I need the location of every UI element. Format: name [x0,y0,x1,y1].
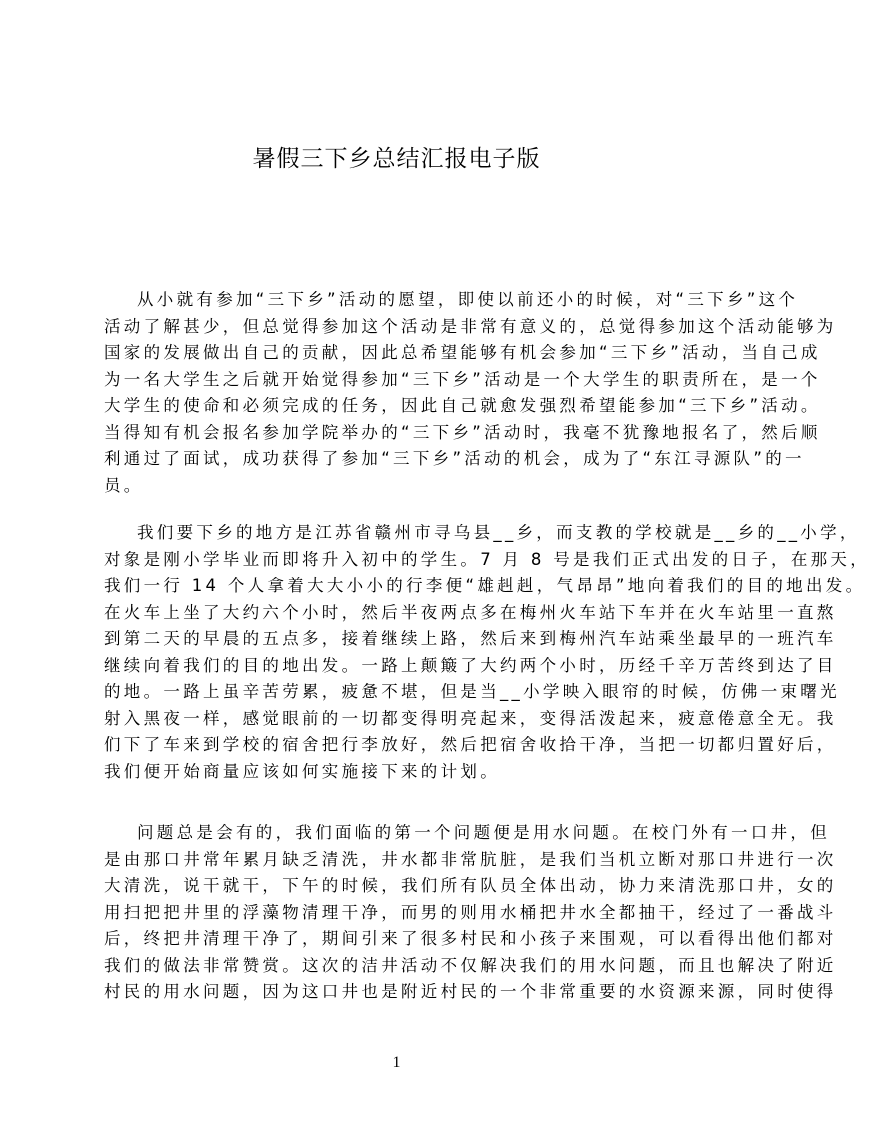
text-line: 当得知有机会报名参加学院举办的“三下乡”活动时，我毫不犹豫地报名了，然后顺 [104,422,821,442]
text-line: 活动了解甚少，但总觉得参加这个活动是非常有意义的，总觉得参加这个活动能够为 [104,316,837,336]
paragraph-1 [104,287,837,499]
page-number: 1 [392,1054,401,1071]
text-line: 继续向着我们的目的地出发。一路上颠簸了大约两个小时，历经千辛万苦终到达了目 [104,655,837,675]
text-line: 的地。一路上虽辛苦劳累，疲惫不堪，但是当__小学映入眼帘的时候，仿佛一束曙光 [104,682,840,701]
text-line: 用扫把把井里的浮藻物清理干净，而男的则用水桶把井水全都抽干，经过了一番战斗 [104,902,837,922]
text-line: 员。 [104,475,144,495]
document-title: 暑假三下乡总结汇报电子版 [252,146,541,172]
text-line: 为一名大学生之后就开始觉得参加“三下乡”活动是一个大学生的职责所在，是一个 [104,369,821,389]
text-line: 村民的用水问题，因为这口井也是附近村民的一个非常重要的水资源来源，同时使得 [104,982,837,1001]
text-line: 国家的发展做出自己的贡献，因此总希望能够有机会参加“三下乡”活动，当自己成 [104,343,821,362]
text-line: 我们一行 14 个人拿着大大小小的行李便“雄赳赳，气昂昂”地向着我们的目的地出发。 [104,576,866,595]
paragraph-3 [104,820,837,1006]
text-line: 在火车上坐了大约六个小时，然后半夜两点多在梅州火车站下车并在火车站里一直熬 [104,602,837,622]
text-line: 问题总是会有的，我们面临的第一个问题便是用水问题。在校门外有一口井，但 [137,823,830,842]
text-line: 是由那口井常年累月缺乏清洗，井水都非常肮脏，是我们当机立断对那口井进行一次 [104,849,837,869]
text-line: 大学生的使命和必须完成的任务，因此自己就愈发强烈希望能参加“三下乡”活动。 [104,396,821,415]
text-line: 我们便开始商量应该如何实施接下来的计划。 [104,761,500,781]
text-line: 后，终把井清理干净了，期间引来了很多村民和小孩子来围观，可以看得出他们都对 [104,929,837,948]
text-line: 我们的做法非常赞赏。这次的洁井活动不仅解决我们的用水问题，而且也解决了附近 [104,955,837,975]
text-line: 我们要下乡的地方是江苏省赣州市寻乌县__乡，而支教的学校就是__乡的__小学， [137,523,860,542]
text-line: 利通过了面试，成功获得了参加“三下乡”活动的机会，成为了“东江寻源队”的一 [104,449,805,468]
text-line: 从小就有参加“三下乡”活动的愿望，即使以前还小的时候，对“三下乡”这个 [137,290,799,309]
text-line: 到第二天的早晨的五点多，接着继续上路，然后来到梅州汽车站乘坐最早的一班汽车 [104,629,837,648]
text-line: 们下了车来到学校的宿舍把行李放好，然后把宿舍收拾干净，当把一切都归置好后， [104,735,837,754]
text-line: 大清洗，说干就干，下午的时候，我们所有队员全体出动，协力来清洗那口井，女的 [104,876,837,895]
text-line: 射入黑夜一样，感觉眼前的一切都变得明亮起来，变得活泼起来，疲意倦意全无。我 [104,708,837,728]
paragraph-2 [104,520,870,785]
text-line: 对象是刚小学毕业而即将升入初中的学生。7 月 8 号是我们正式出发的日子，在那天， [104,549,870,569]
